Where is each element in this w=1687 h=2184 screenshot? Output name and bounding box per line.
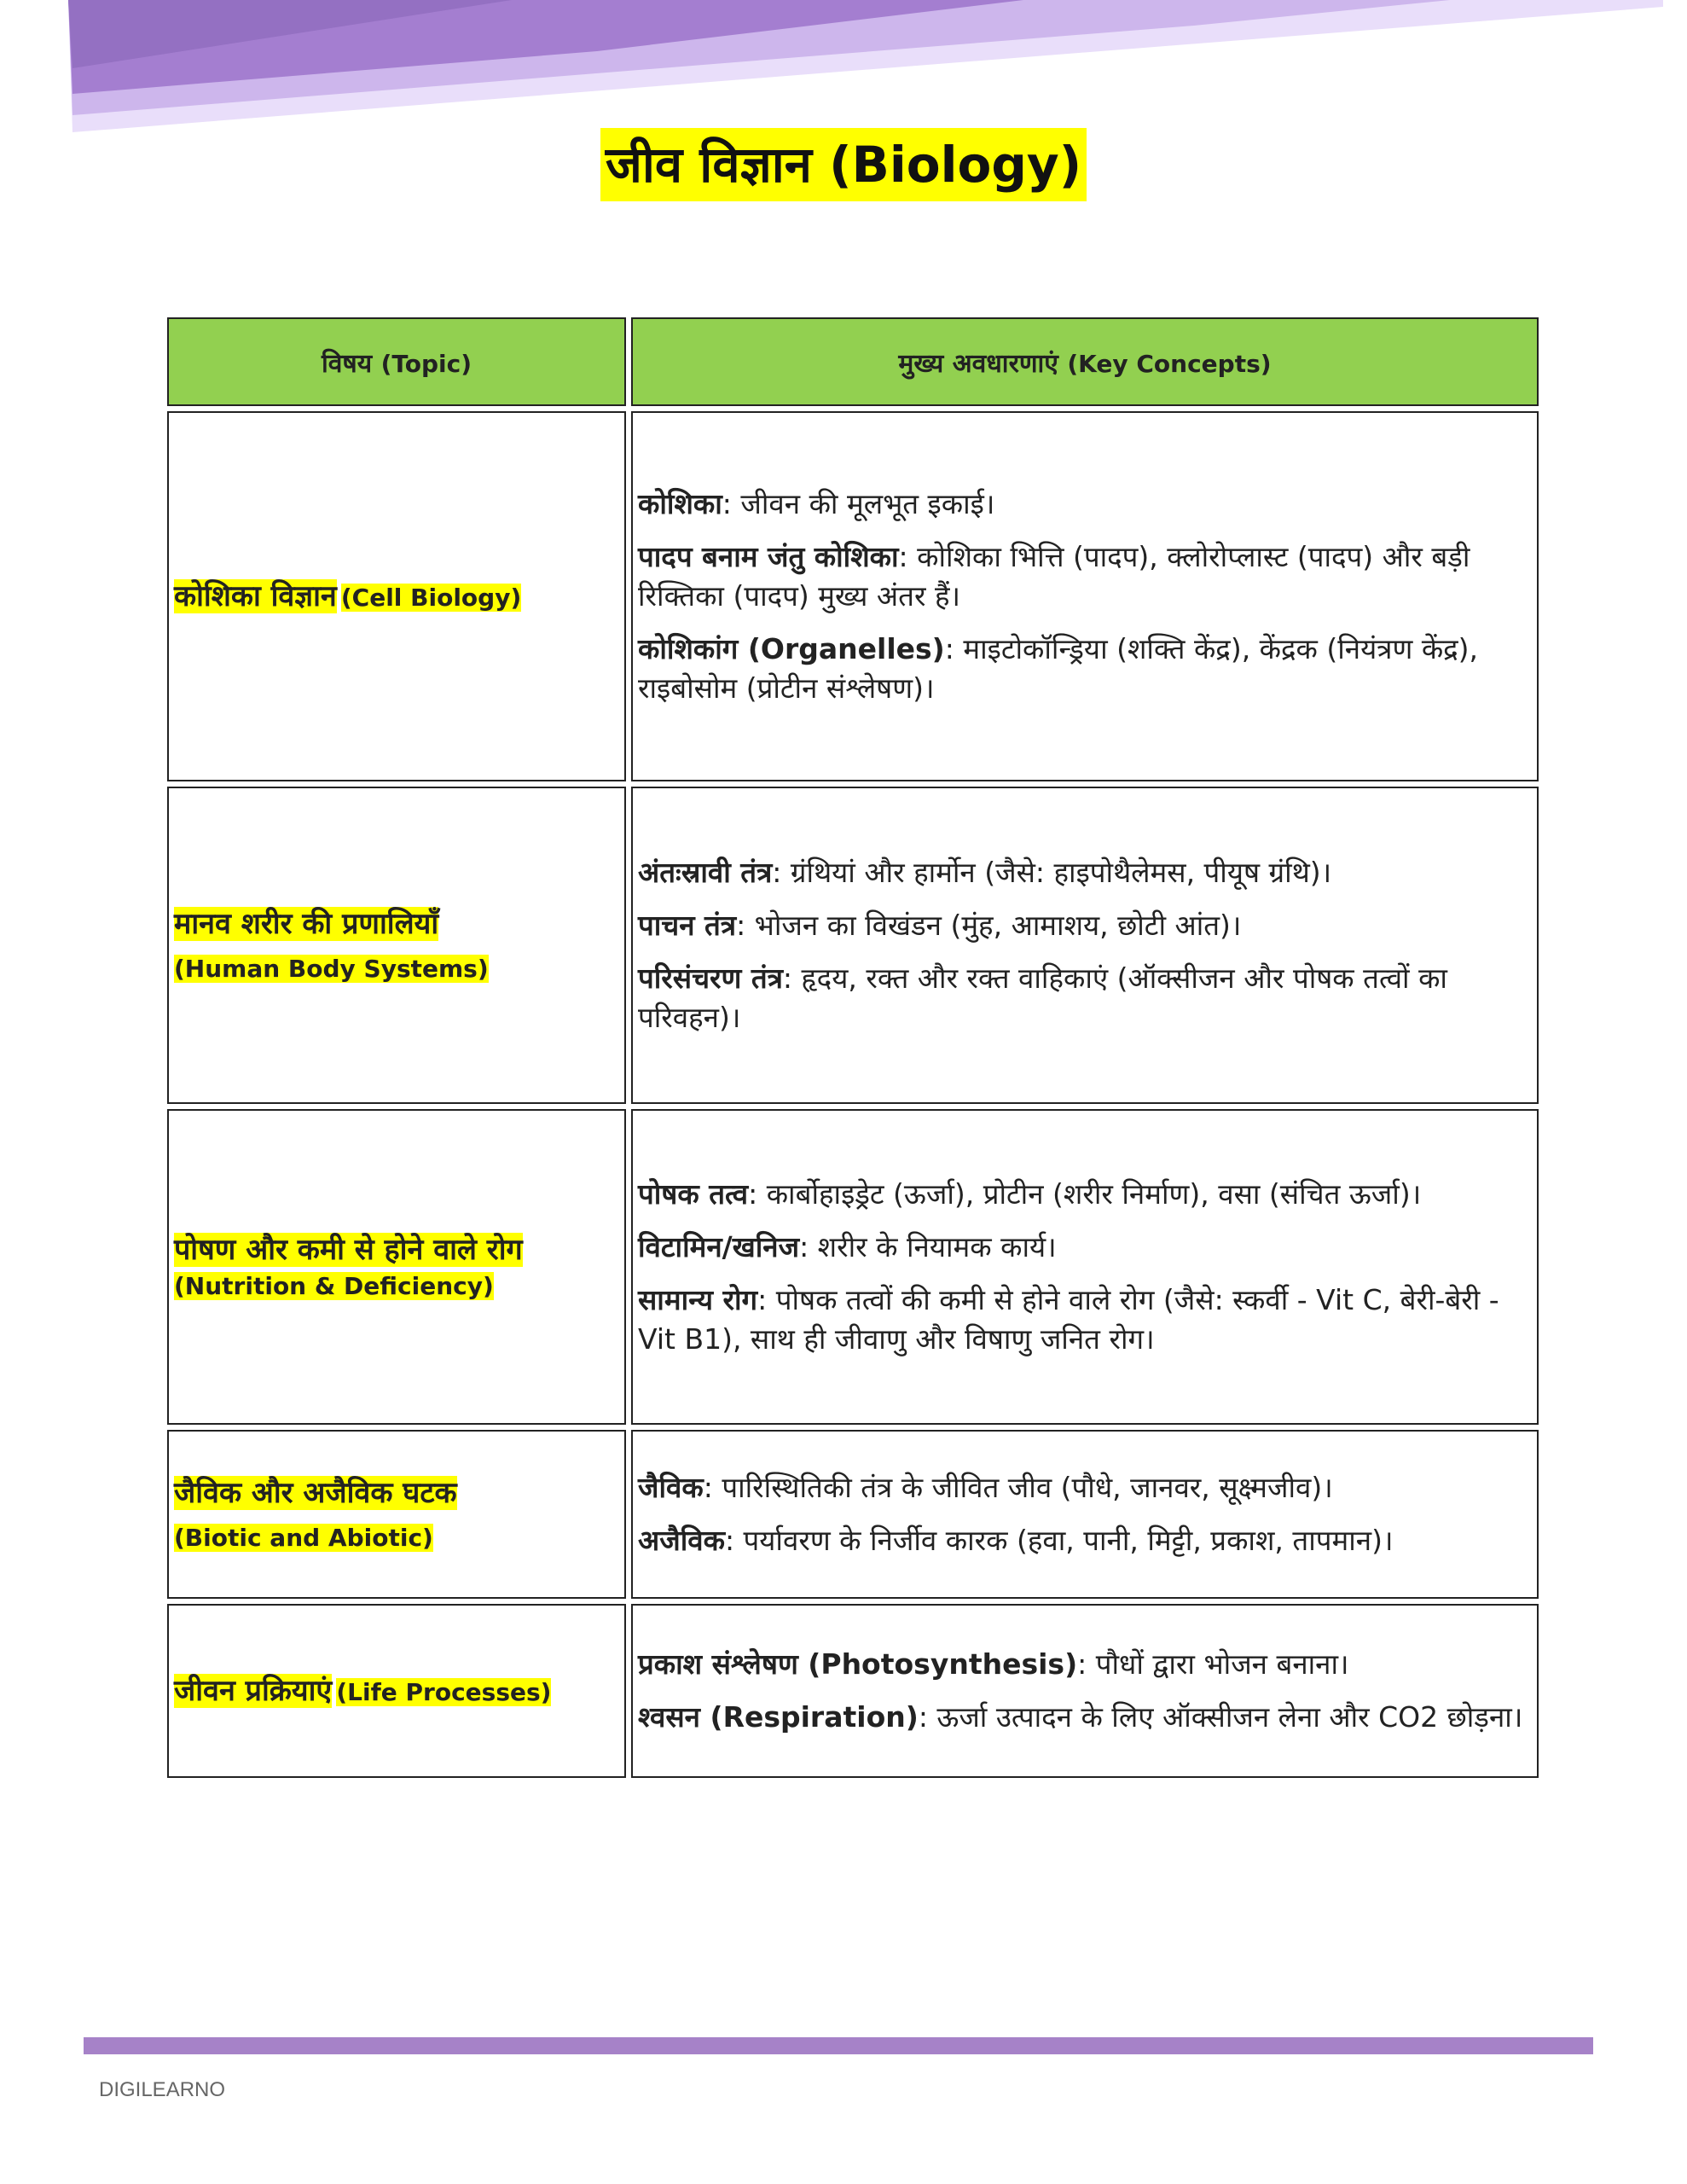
concept-item: जैविक: पारिस्थितिकी तंत्र के जीवित जीव (पौधे, जानवर, सूक्ष्मजीव)। — [638, 1471, 1333, 1504]
footer-bar — [84, 2037, 1593, 2054]
concept-item: कोशिका: जीवन की मूलभूत इकाई। — [638, 487, 995, 520]
page-title: जीव विज्ञान (Biology) — [0, 128, 1687, 201]
header-topic: विषय (Topic) — [167, 317, 626, 406]
concept-item: श्वसन (Respiration): ऊर्जा उत्पादन के लिए ऑक्सीजन लेना और CO2 छोड़ना। — [638, 1700, 1523, 1734]
concept-item: कोशिकांग (Organelles): माइटोकॉन्ड्रिया (शक्ति केंद्र), केंद्रक (नियंत्रण केंद्र), राइबोसोम (प्रोटीन संश्लेषण)। — [638, 632, 1479, 705]
table-row — [167, 1430, 1539, 1599]
concept-item: पोषक तत्व: कार्बोहाइड्रेट (ऊर्जा), प्रोटीन (शरीर निर्माण), वसा (संचित ऊर्जा)। — [638, 1177, 1422, 1211]
topic-cell: जैविक और अजैविक घटक (Biotic and Abiotic) — [167, 1430, 626, 1599]
table-row — [167, 1109, 1539, 1425]
table-header-row — [167, 317, 1539, 406]
concepts-table — [162, 312, 1544, 1783]
topic-cell: जीवन प्रक्रियाएं (Life Processes) — [167, 1604, 626, 1778]
topic-cell: कोशिका विज्ञान (Cell Biology) — [167, 411, 626, 781]
concepts-cell — [631, 787, 1539, 1104]
table-row — [167, 787, 1539, 1104]
concepts-cell — [631, 411, 1539, 781]
concept-item: अजैविक: पर्यावरण के निर्जीव कारक (हवा, पानी, मिट्टी, प्रकाश, तापमान)। — [638, 1524, 1394, 1557]
header-decoration — [0, 0, 1687, 145]
header-concepts: मुख्य अवधारणाएं (Key Concepts) — [631, 317, 1539, 406]
concept-item: पाचन तंत्र: भोजन का विखंडन (मुंह, आमाशय, छोटी आंत)। — [638, 909, 1242, 942]
concept-item: विटामिन/खनिज: शरीर के नियामक कार्य। — [638, 1230, 1057, 1263]
table-row — [167, 411, 1539, 781]
concepts-cell — [631, 1430, 1539, 1599]
topic-cell: पोषण और कमी से होने वाले रोग (Nutrition & Deficiency) — [167, 1109, 626, 1425]
concepts-cell — [631, 1109, 1539, 1425]
concepts-cell — [631, 1604, 1539, 1778]
concept-item: पादप बनाम जंतु कोशिका: कोशिका भित्ति (पादप), क्लोरोप्लास्ट (पादप) और बड़ी रिक्तिका (पादप) मुख्य अंतर हैं। — [638, 540, 1470, 613]
table-row — [167, 1604, 1539, 1778]
footer-brand: DIGILEARNO — [99, 2078, 226, 2101]
concept-item: सामान्य रोग: पोषक तत्वों की कमी से होने वाले रोग (जैसे: स्कर्वी - Vit C, बेरी-बेरी - Vit B1), साथ ही जीवाणु और विषाणु जनित रोग। — [638, 1283, 1499, 1356]
topic-cell: मानव शरीर की प्रणालियाँ (Human Body Systems) — [167, 787, 626, 1104]
concept-item: परिसंचरण तंत्र: हृदय, रक्त और रक्त वाहिकाएं (ऑक्सीजन और पोषक तत्वों का परिवहन)। — [638, 961, 1447, 1034]
concept-item: अंतःस्रावी तंत्र: ग्रंथियां और हार्मोन (जैसे: हाइपोथैलेमस, पीयूष ग्रंथि)। — [638, 856, 1332, 889]
concept-item: प्रकाश संश्लेषण (Photosynthesis): पौधों द्वारा भोजन बनाना। — [638, 1647, 1349, 1681]
